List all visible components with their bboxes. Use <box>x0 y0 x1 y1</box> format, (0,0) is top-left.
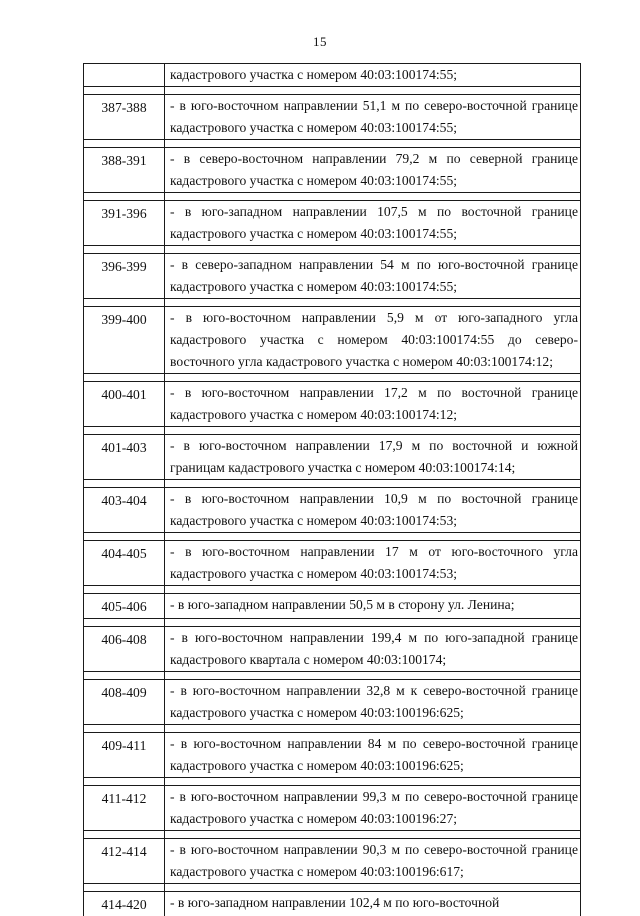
table-row <box>84 733 581 778</box>
table-row <box>84 680 581 725</box>
table-row <box>84 95 581 140</box>
spacer-cell <box>84 586 165 594</box>
boundary-description-cell: - в юго-восточном направлении 99,3 м по северо-восточной границе кадастрового участка с номером 40:03:100196:27; <box>165 786 581 831</box>
row-spacer <box>84 884 581 892</box>
boundary-description-cell: - в юго-восточном направлении 10,9 м по восточной границе кадастрового участка с номером 40:03:100174:53; <box>165 488 581 533</box>
boundary-description-cell: кадастрового участка с номером 40:03:100174:55; <box>165 64 581 87</box>
boundary-description-table <box>83 63 581 916</box>
point-range-cell: 396-399 <box>84 254 165 299</box>
table-row <box>84 488 581 533</box>
point-range-cell: 399-400 <box>84 307 165 374</box>
boundary-description-cell: - в юго-восточном направлении 17,2 м по восточной границе кадастрового участка с номером 40:03:100174:12; <box>165 382 581 427</box>
point-range-cell: 405-406 <box>84 594 165 619</box>
point-range-cell: 408-409 <box>84 680 165 725</box>
row-spacer <box>84 831 581 839</box>
spacer-cell <box>84 619 165 627</box>
table-row <box>84 435 581 480</box>
spacer-cell <box>165 884 581 892</box>
spacer-cell <box>165 619 581 627</box>
boundary-description-cell: - в юго-восточном направлении 5,9 м от юго-западного угла кадастрового участка с номером 40:03:100174:55 до северо-восточного угла кадастрового участка с номером 40:03:100174:12; <box>165 307 581 374</box>
page-number: 15 <box>0 34 640 50</box>
table-row <box>84 627 581 672</box>
spacer-cell <box>84 87 165 95</box>
spacer-cell <box>84 140 165 148</box>
row-spacer <box>84 427 581 435</box>
table-body <box>84 64 581 916</box>
row-spacer <box>84 246 581 254</box>
point-range-cell: 411-412 <box>84 786 165 831</box>
point-range-cell: 414-420 <box>84 892 165 916</box>
boundary-description-cell: - в юго-восточном направлении 90,3 м по северо-восточной границе кадастрового участка с номером 40:03:100196:617; <box>165 839 581 884</box>
spacer-cell <box>84 246 165 254</box>
boundary-description-cell: - в юго-западном направлении 107,5 м по восточной границе кадастрового участка с номером 40:03:100174:55; <box>165 201 581 246</box>
spacer-cell <box>84 299 165 307</box>
row-spacer <box>84 672 581 680</box>
boundary-description-cell: - в юго-западном направлении 102,4 м по юго-восточной <box>165 892 581 916</box>
row-spacer <box>84 299 581 307</box>
spacer-cell <box>84 778 165 786</box>
point-range-cell: 388-391 <box>84 148 165 193</box>
table-row <box>84 307 581 374</box>
spacer-cell <box>84 725 165 733</box>
row-spacer <box>84 586 581 594</box>
point-range-cell: 409-411 <box>84 733 165 778</box>
boundary-description-cell: - в юго-восточном направлении 32,8 м к северо-восточной границе кадастрового участка с номером 40:03:100196:625; <box>165 680 581 725</box>
row-spacer <box>84 725 581 733</box>
spacer-cell <box>165 246 581 254</box>
point-range-cell: 403-404 <box>84 488 165 533</box>
boundary-description-cell: - в юго-восточном направлении 51,1 м по северо-восточной границе кадастрового участка с номером 40:03:100174:55; <box>165 95 581 140</box>
row-spacer <box>84 480 581 488</box>
spacer-cell <box>165 299 581 307</box>
spacer-cell <box>165 140 581 148</box>
row-spacer <box>84 533 581 541</box>
boundary-description-cell: - в северо-восточном направлении 79,2 м по северной границе кадастрового участка с номером 40:03:100174:55; <box>165 148 581 193</box>
point-range-cell <box>84 64 165 87</box>
spacer-cell <box>165 87 581 95</box>
table-row <box>84 201 581 246</box>
spacer-cell <box>165 586 581 594</box>
point-range-cell: 391-396 <box>84 201 165 246</box>
spacer-cell <box>165 778 581 786</box>
spacer-cell <box>84 374 165 382</box>
table-row <box>84 786 581 831</box>
row-spacer <box>84 140 581 148</box>
row-spacer <box>84 87 581 95</box>
table-row <box>84 64 581 87</box>
table-row <box>84 541 581 586</box>
row-spacer <box>84 619 581 627</box>
spacer-cell <box>84 193 165 201</box>
boundary-description-cell: - в юго-восточном направлении 199,4 м по юго-западной границе кадастрового квартала с номером 40:03:100174; <box>165 627 581 672</box>
spacer-cell <box>84 884 165 892</box>
spacer-cell <box>165 374 581 382</box>
table-row <box>84 594 581 619</box>
spacer-cell <box>165 533 581 541</box>
boundary-description-cell: - в юго-восточном направлении 17 м от юго-восточного угла кадастрового участка с номером 40:03:100174:53; <box>165 541 581 586</box>
point-range-cell: 400-401 <box>84 382 165 427</box>
table-row <box>84 148 581 193</box>
spacer-cell <box>165 831 581 839</box>
spacer-cell <box>84 831 165 839</box>
point-range-cell: 387-388 <box>84 95 165 140</box>
table-row <box>84 892 581 916</box>
spacer-cell <box>165 480 581 488</box>
table-row <box>84 254 581 299</box>
point-range-cell: 401-403 <box>84 435 165 480</box>
boundary-description-cell: - в юго-восточном направлении 17,9 м по восточной и южной границам кадастрового участка с номером 40:03:100174:14; <box>165 435 581 480</box>
row-spacer <box>84 778 581 786</box>
spacer-cell <box>165 725 581 733</box>
spacer-cell <box>84 672 165 680</box>
boundary-description-cell: - в северо-западном направлении 54 м по юго-восточной границе кадастрового участка с номером 40:03:100174:55; <box>165 254 581 299</box>
table-row <box>84 382 581 427</box>
spacer-cell <box>165 193 581 201</box>
point-range-cell: 412-414 <box>84 839 165 884</box>
point-range-cell: 406-408 <box>84 627 165 672</box>
table-row <box>84 839 581 884</box>
point-range-cell: 404-405 <box>84 541 165 586</box>
boundary-description-cell: - в юго-западном направлении 50,5 м в сторону ул. Ленина; <box>165 594 581 619</box>
spacer-cell <box>165 672 581 680</box>
row-spacer <box>84 374 581 382</box>
spacer-cell <box>84 533 165 541</box>
boundary-description-cell: - в юго-восточном направлении 84 м по северо-восточной границе кадастрового участка с номером 40:03:100196:625; <box>165 733 581 778</box>
spacer-cell <box>84 427 165 435</box>
row-spacer <box>84 193 581 201</box>
spacer-cell <box>84 480 165 488</box>
spacer-cell <box>165 427 581 435</box>
